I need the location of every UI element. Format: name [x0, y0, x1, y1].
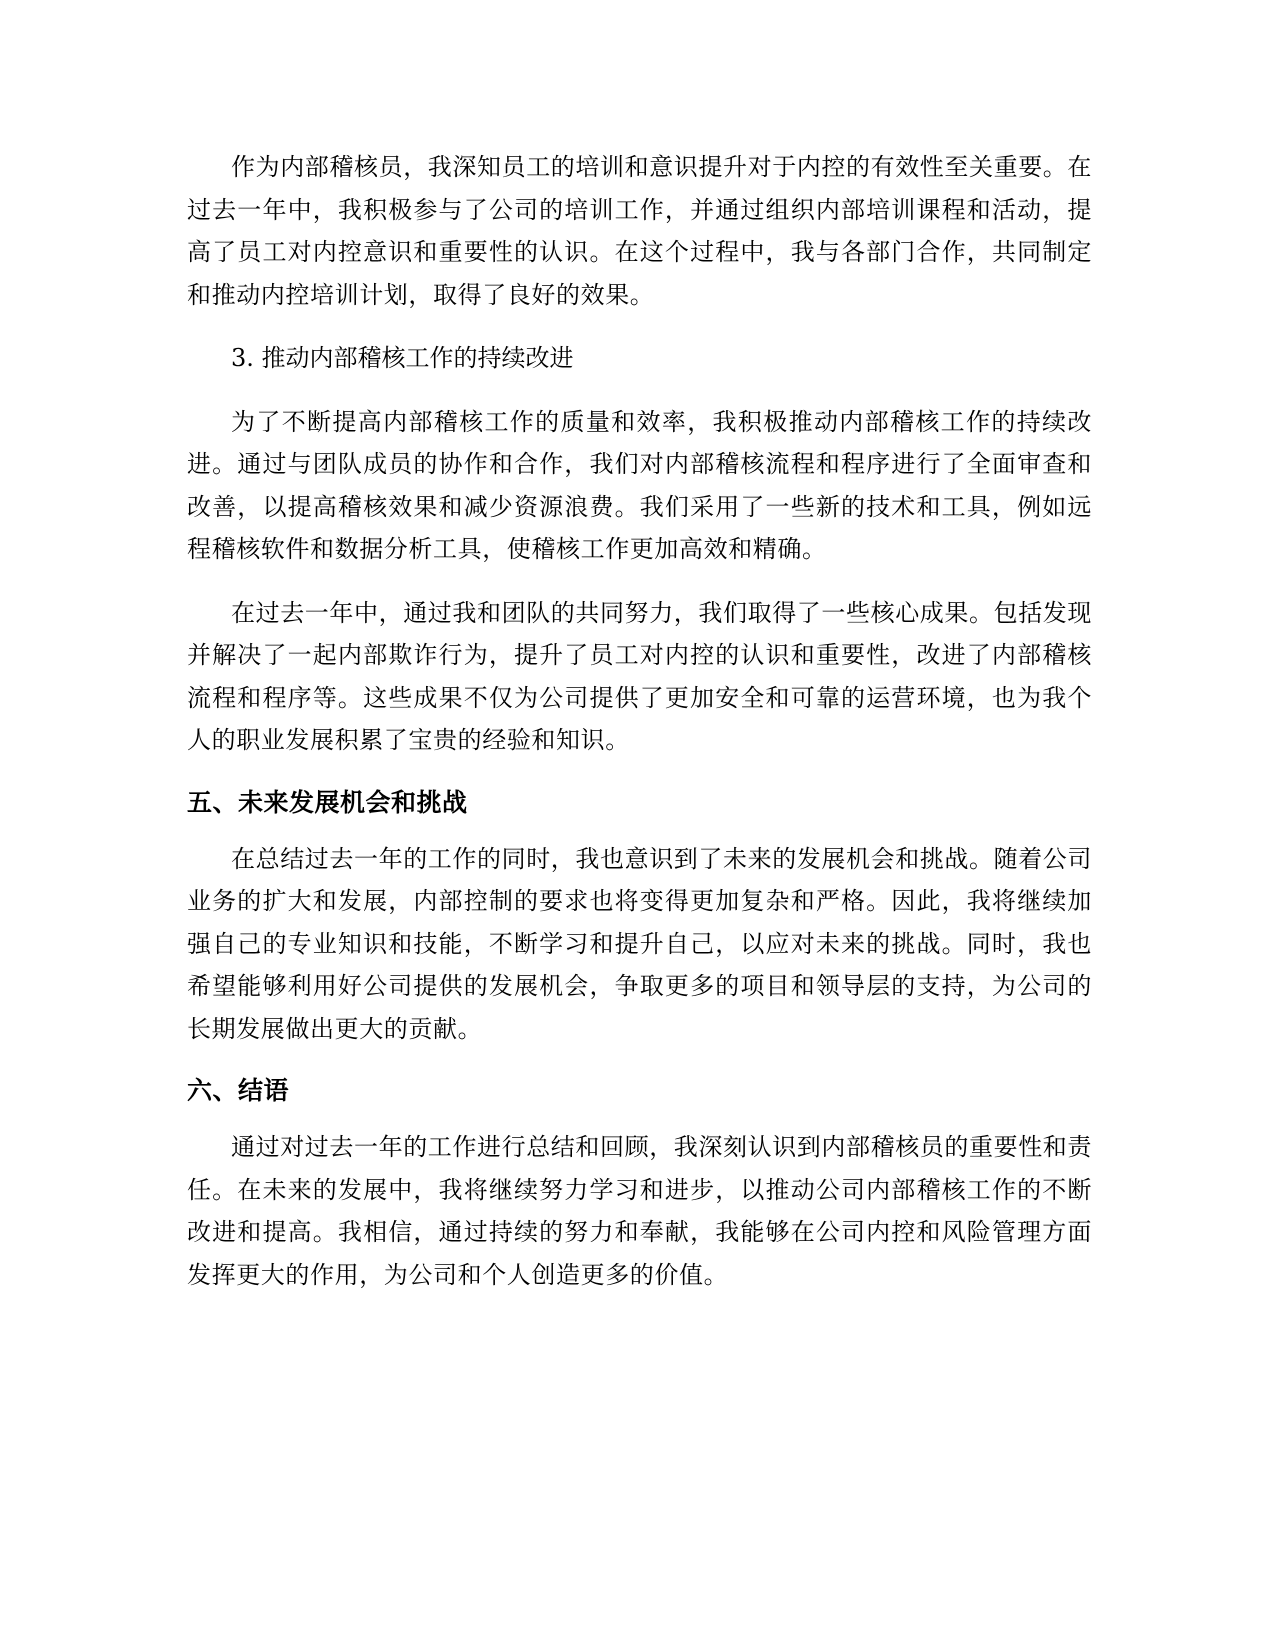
paragraph-future: 在总结过去一年的工作的同时，我也意识到了未来的发展机会和挑战。随着公司业务的扩大和发展，内部控制的要求也将变得更加复杂和严格。因此，我将继续加强自己的专业知识和技能，不断学习和提升自己，以应对未来的挑战。同时，我也希望能够利用好公司提供的发展机会，争取更多的项目和领导层的支持，为公司的长期发展做出更大的贡献。 — [187, 844, 1092, 1043]
section-heading-6: 六、结语 — [187, 1076, 290, 1105]
paragraph-conclusion: 通过对过去一年的工作进行总结和回顾，我深刻认识到内部稽核员的重要性和责任。在未来的发展中，我将继续努力学习和进步，以推动公司内部稽核工作的不断改进和提高。我相信，通过持续的努力和奉献，我能够在公司内控和风险管理方面发挥更大的作用，为公司和个人创造更多的价值。 — [187, 1133, 1092, 1289]
paragraph-training: 作为内部稽核员，我深知员工的培训和意识提升对于内控的有效性至关重要。在过去一年中，我积极参与了公司的培训工作，并通过组织内部培训课程和活动，提高了员工对内控意识和重要性的认识。在这个过程中，我与各部门合作，共同制定和推动内控培训计划，取得了良好的效果。 — [187, 153, 1092, 309]
section-heading-5: 五、未来发展机会和挑战 — [187, 787, 468, 817]
paragraph-results: 在过去一年中，通过我和团队的共同努力，我们取得了一些核心成果。包括发现并解决了一起内部欺诈行为，提升了员工对内控的认识和重要性，改进了内部稽核流程和程序等。这些成果不仅为公司提供了更加安全和可靠的运营环境，也为我个人的职业发展积累了宝贵的经验和知识。 — [187, 598, 1092, 754]
list-item-3: 3. 推动内部稽核工作的持续改进 — [231, 344, 574, 372]
paragraph-improvement: 为了不断提高内部稽核工作的质量和效率，我积极推动内部稽核工作的持续改进。通过与团队成员的协作和合作，我们对内部稽核流程和程序进行了全面审查和改善，以提高稽核效果和减少资源浪费。我们采用了一些新的技术和工具，例如远程稽核软件和数据分析工具，使稽核工作更加高效和精确。 — [187, 407, 1092, 563]
document-body — [187, 146, 1092, 1317]
